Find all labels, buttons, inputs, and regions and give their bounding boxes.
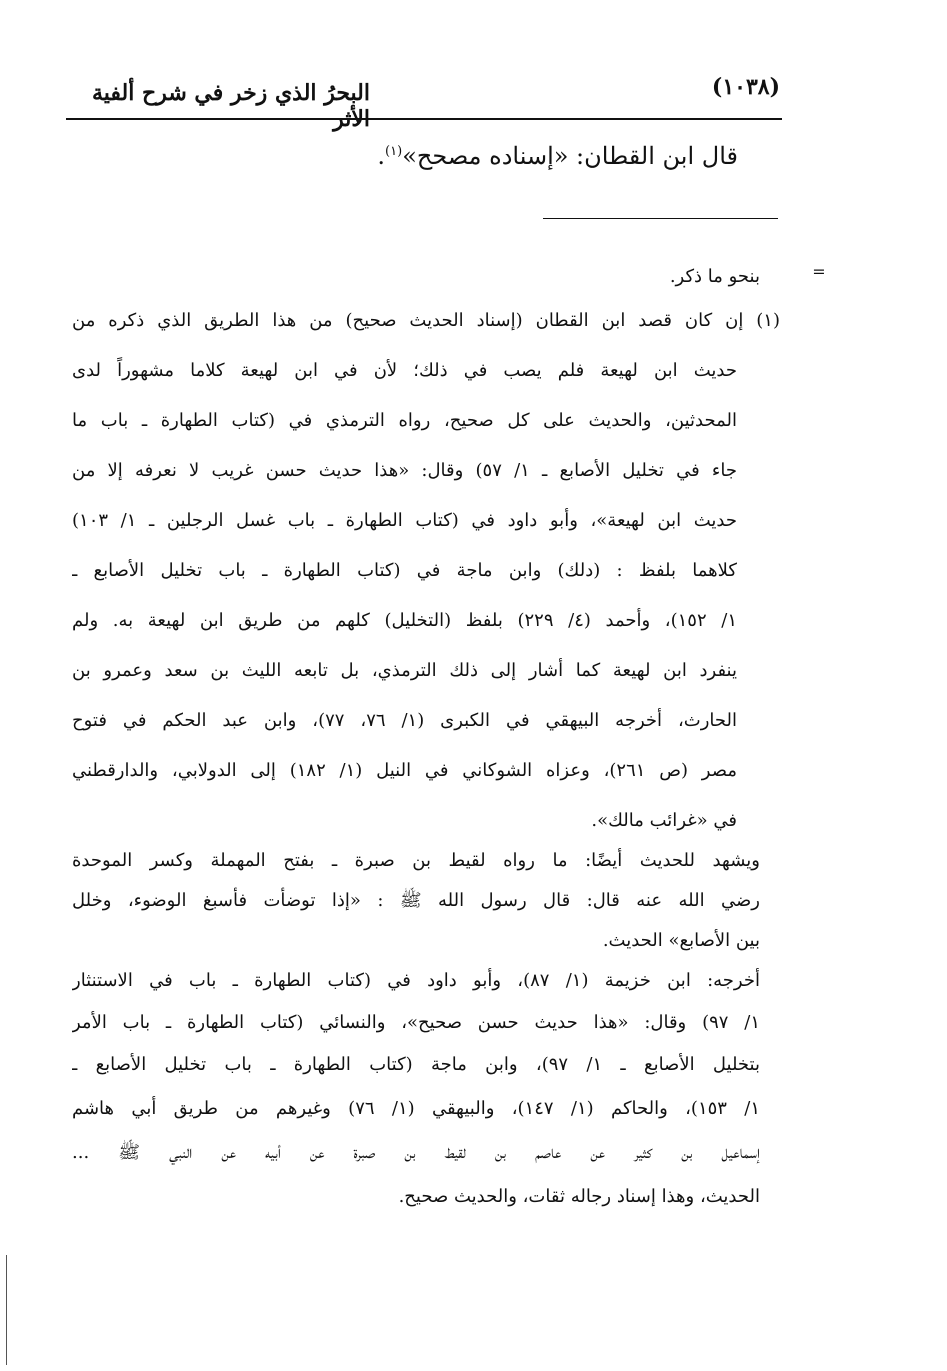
footnote-line: جاء في تخليل الأصابع ـ ١/ ٥٧) وقال: «هذا حديث حسن غريب لا نعرفه إلا من [72, 460, 737, 481]
footnote-line: في «غرائب مالك». [591, 810, 737, 831]
continuation-mark: = [812, 262, 826, 281]
footnote-line: المحدثين، والحديث على كل صحيح، رواه الترمذي في (كتاب الطهارة ـ باب ما [72, 410, 737, 431]
footnote-line: ١/ ٩٧) وقال: «هذا حديث حسن صحيح»، والنسائي (كتاب الطهارة ـ باب الأمر [72, 1012, 760, 1033]
main-text [260, 142, 738, 170]
footnote-line: حديث ابن لهيعة»، وأبو داود في (كتاب الطهارة ـ باب غسل الرجلين ـ ١/ ١٠٣) [72, 510, 737, 531]
footnote-reference: (١) [385, 144, 403, 159]
footnote-line: ١/ ١٥٢)، وأحمد (٤/ ٢٢٩) بلفظ (التخليل) كلهم من طريق ابن لهيعة به. ولم [72, 610, 737, 631]
footnote-line: رضي الله عنه قال: قال رسول الله ﷺ : «إذا توضأت فأسبغ الوضوء، وخلل [72, 890, 760, 911]
header-rule [66, 118, 782, 120]
footnote-line: كلاهما بلفظ : (دلك) وابن ماجة في (كتاب الطهارة ـ باب تخليل الأصابع ـ [72, 560, 737, 581]
footnote-line: بتخليل الأصابع ـ ١/ ٩٧)، وابن ماجة (كتاب الطهارة ـ باب تخليل الأصابع ـ [72, 1054, 760, 1075]
footnote-line: الحديث، وهذا إسناد رجاله ثقات، والحديث صحيح. [398, 1186, 760, 1207]
footnote-line: بين الأصابع» الحديث. [602, 930, 760, 951]
footnote-line: ويشهد للحديث أيضًا: ما رواه لقيط بن صبرة ـ بفتح المهملة وكسر الموحدة [72, 850, 760, 871]
footnote-line: ١/ ١٥٣)، والحاكم (١/ ١٤٧)، والبيهقي (١/ ٧٦) وغيرهم من طريق أبي هاشم [72, 1098, 760, 1119]
footnote-line: الحارث، أخرجه البيهقي في الكبرى (١/ ٧٦، ٧٧)، وابن عبد الحكم في فتوح [72, 710, 737, 731]
footnote-separator [543, 218, 778, 219]
scan-edge [6, 1255, 7, 1365]
main-text-end: . [377, 142, 386, 170]
footnote-line: حديث ابن لهيعة فلم يصب في ذلك؛ لأن في ابن لهيعة كلاما مشهوراً لدى [72, 360, 737, 381]
footnote-line: ينفرد ابن لهيعة كما أشار إلى ذلك الترمذي، بل تابعه الليث بن سعد وعمرو بن [72, 660, 737, 681]
main-text-body: قال ابن القطان: «إسناده مصحح» [402, 142, 738, 170]
footnote-line: مصر (ص ٢٦١)، وعزاه الشوكاني في النيل (١/ ١٨٢) إلى الدولابي، والدارقطني [72, 760, 737, 781]
footnote-line: إسماعيل بن كثير عن عاصم بن لقيط بن صبرة عن أبيه عن النبي ﷺ ... [72, 1142, 760, 1163]
running-title: البحرُ الذي زخر في شرح ألفية الأثر [91, 80, 370, 132]
footnote-line: (١) إن كان قصد ابن القطان (إسناد الحديث صحيح) من هذا الطريق الذي ذكره من [72, 310, 780, 331]
page-number: (١٠٣٨) [711, 74, 780, 100]
footnote-line: بنحو ما ذكر. [669, 266, 760, 287]
footnote-line: أخرجه: ابن خزيمة (١/ ٨٧)، وأبو داود في (كتاب الطهارة ـ باب في الاستنثار [72, 970, 760, 991]
